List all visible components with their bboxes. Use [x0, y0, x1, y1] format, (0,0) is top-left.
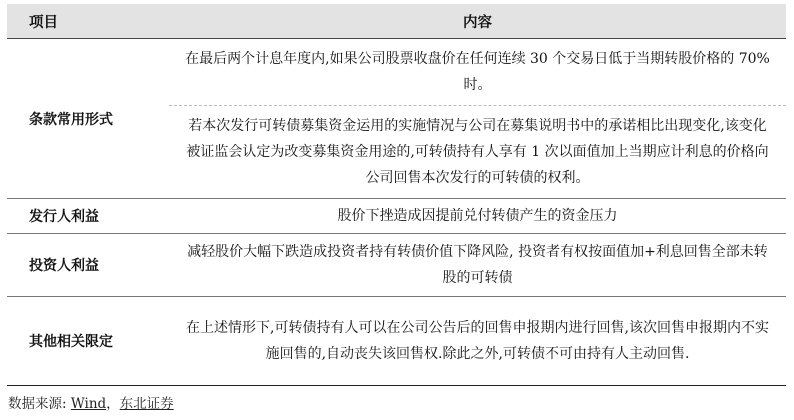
table-row — [7, 199, 786, 234]
table-row — [7, 297, 786, 386]
table-row — [7, 234, 786, 297]
cell-issuer-interest: 股价下挫造成因提前兑付转债产生的资金压力 — [169, 199, 786, 234]
source-wind-link[interactable]: Wind — [70, 396, 107, 412]
source-prefix: 数据来源: — [8, 396, 67, 412]
cell-other-limits: 在上述情形下,可转债持有人可以在公司公告后的回售申报期内进行回售,该次回售申报期内不实施回售的,自动丧失该回售权.除此之外,可转债不可由持有人主动回售. — [169, 297, 786, 386]
put-clause-table — [7, 4, 786, 386]
row-label-investor-interest: 投资人利益 — [7, 234, 169, 297]
source-broker-link[interactable]: 东北证券 — [119, 396, 174, 412]
row-label-other-limits: 其他相关限定 — [7, 297, 169, 386]
table-row — [7, 39, 786, 106]
data-source-note — [8, 392, 174, 412]
source-separator: ， — [106, 396, 120, 412]
header-item: 项目 — [7, 4, 169, 39]
table-header-row — [7, 4, 786, 39]
row-label-clause-form: 条款常用形式 — [7, 39, 169, 199]
row-label-issuer-interest: 发行人利益 — [7, 199, 169, 234]
header-content: 内容 — [169, 4, 786, 39]
table-container — [7, 4, 786, 386]
cell-clause-form-1: 在最后两个计息年度内,如果公司股票收盘价在任何连续 30 个交易日低于当期转股价格的 70%时。 — [169, 39, 786, 106]
cell-clause-form-2: 若本次发行可转债募集资金运用的实施情况与公司在募集说明书中的承诺相比出现变化,该变化被证监会认定为改变募集资金用途的,可转债持有人享有 1 次以面值加上当期应计利息的价格向公司回售本次发行的可转债的权利。 — [169, 106, 786, 199]
cell-investor-interest: 减轻股价大幅下跌造成投资者持有转债价值下降风险, 投资者有权按面值加+利息回售全部未转股的可转债 — [169, 234, 786, 297]
